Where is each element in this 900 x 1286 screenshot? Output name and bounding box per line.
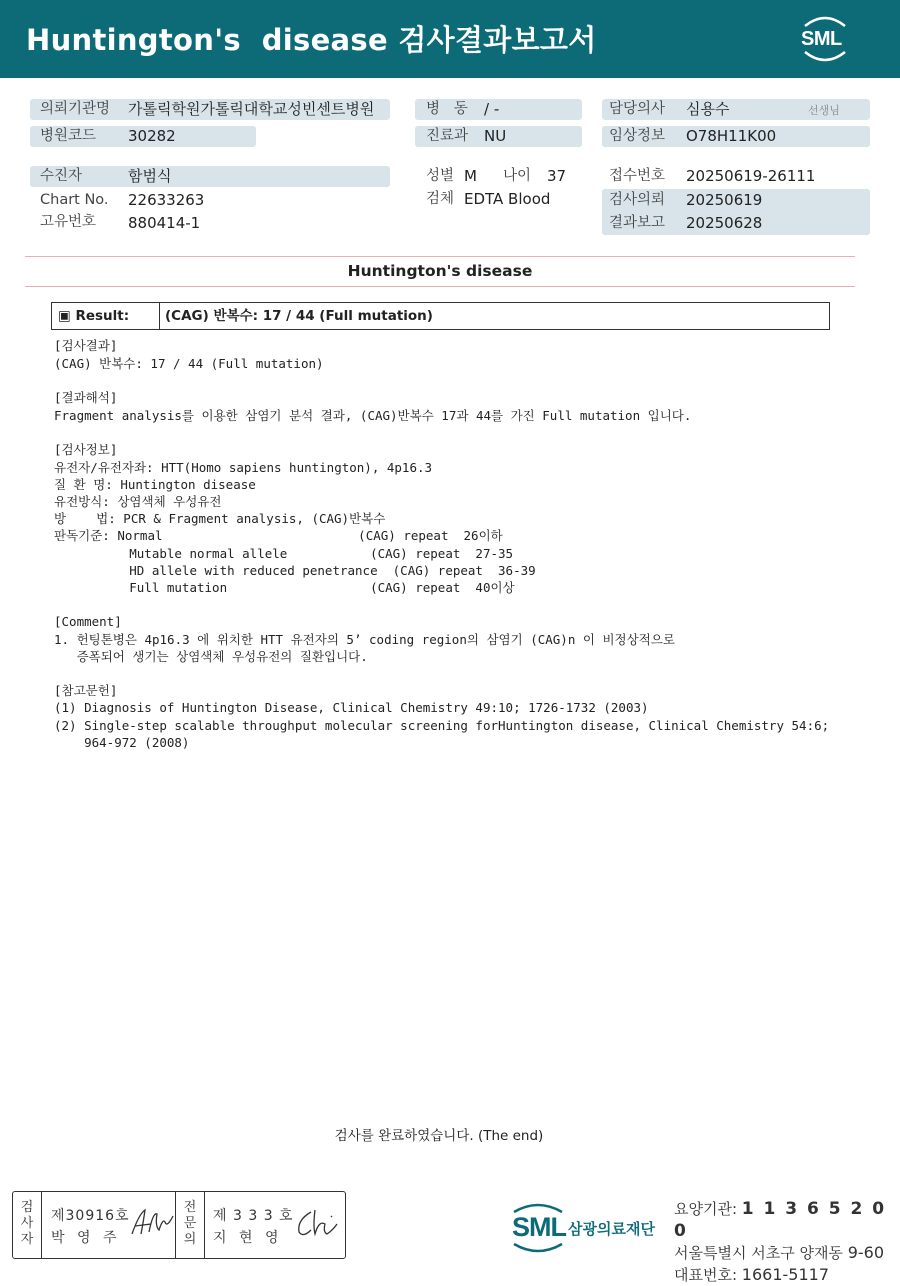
specialist-signature-icon: [293, 1206, 341, 1242]
reference-item: 964-972 (2008): [54, 735, 190, 750]
phone-value: 1661-5117: [741, 1265, 830, 1284]
examiner-label: 검 사 자: [20, 1200, 34, 1247]
test-result-heading: [검사결과]: [54, 338, 118, 353]
doctor-suffix: 선생님: [808, 104, 840, 117]
institution-label: 의뢰기관명: [40, 101, 111, 117]
specimen-value: EDTA Blood: [464, 190, 551, 208]
id-no-value: 880414-1: [128, 214, 201, 232]
specialist-license: 제 3 3 3 호: [213, 1208, 294, 1224]
sex-label: 성별: [426, 168, 455, 184]
facility-code-value: 1 1 3 6 5 2 0 0: [674, 1199, 887, 1241]
receipt-value: 20250619-26111: [686, 167, 816, 185]
address-value: 9-60: [847, 1243, 885, 1262]
chart-no-label: Chart No.: [40, 192, 109, 208]
divider-bottom: [25, 286, 855, 287]
sml-logo-text: SML: [801, 28, 842, 50]
examiner-name: 박 영 주: [51, 1230, 121, 1246]
result-label: ▣ Result:: [52, 303, 160, 329]
age-label: 나이: [503, 168, 532, 184]
disease-line: 질 환 명: Huntington disease: [54, 477, 256, 492]
criteria-row: 판독기준: Normal (CAG) repeat 26이하: [54, 528, 503, 543]
specimen-label: 검체: [426, 191, 455, 207]
signature-box: [12, 1191, 346, 1259]
report-title: Huntington's disease 검사결과보고서: [26, 23, 597, 57]
result-box: [51, 302, 830, 330]
request-value: 20250619: [686, 191, 763, 209]
chart-no-value: 22633263: [128, 191, 205, 209]
footer-logo-text: SML: [512, 1212, 566, 1242]
criteria-row: HD allele with reduced penetrance (CAG) repeat 36-39: [54, 563, 536, 578]
result-value: (CAG) 반복수: 17 / 44 (Full mutation): [165, 308, 433, 324]
doctor-label: 담당의사: [609, 101, 666, 117]
address-label: 서울특별시 서초구 양재동: [674, 1244, 848, 1262]
footer-info: [674, 1198, 900, 1286]
doctor-value: 심용수: [686, 100, 730, 118]
specialist-name: 지 현 영: [213, 1230, 283, 1246]
age-value: 37: [547, 167, 567, 185]
interpretation-line: Fragment analysis를 이용한 삼염기 분석 결과, (CAG)반복수 17과 44를 가진 Full mutation 입니다.: [54, 408, 692, 423]
reference-item: (1) Diagnosis of Huntington Disease, Clinical Chemistry 49:10; 1726-1732 (2003): [54, 700, 649, 715]
divider-top: [25, 256, 855, 257]
footer-org-name: 삼광의료재단: [568, 1220, 655, 1238]
phone-label: 대표번호:: [674, 1266, 742, 1284]
report-date-value: 20250628: [686, 214, 763, 232]
criteria-row: Full mutation (CAG) repeat 40이상: [54, 580, 515, 595]
clinical-label: 임상정보: [609, 128, 666, 144]
test-info-heading: [검사정보]: [54, 442, 118, 457]
patient-bar: [30, 166, 390, 187]
comment-line: 1. 헌팅톤병은 4p16.3 에 위치한 HTT 유전자의 5’ coding region의 삼염기 (CAG)n 이 비정상적으로: [54, 632, 675, 647]
criteria-row: Mutable normal allele (CAG) repeat 27-35: [54, 546, 514, 561]
section-title: Huntington's disease: [347, 262, 533, 280]
interpretation-heading: [결과해석]: [54, 390, 118, 405]
test-result-line: (CAG) 반복수: 17 / 44 (Full mutation): [54, 356, 324, 371]
end-text: 검사를 완료하였습니다. (The end): [334, 1128, 544, 1144]
hospital-code-value: 30282: [128, 127, 176, 145]
inheritance-line: 유전방식: 상염색체 우성유전: [54, 494, 222, 509]
receipt-label: 접수번호: [609, 168, 666, 184]
id-no-label: 고유번호: [40, 214, 97, 230]
sig-divider: [204, 1192, 205, 1258]
examiner-signature-icon: [129, 1206, 177, 1240]
dept-label: 진료과: [426, 128, 469, 144]
reference-item: (2) Single-step scalable throughput molecular screening forHuntington disease, Clinical Chemistry 54:6;: [54, 718, 830, 733]
patient-label: 수진자: [40, 168, 83, 184]
references-heading: [참고문헌]: [54, 683, 118, 698]
institution-value: 가톨릭학원가톨릭대학교성빈센트병원: [128, 100, 375, 118]
sml-logo: [797, 14, 853, 62]
report-date-label: 결과보고: [609, 215, 666, 231]
patient-value: 함범식: [128, 167, 172, 185]
report-header: [0, 0, 900, 78]
specialist-label: 전 문 의: [183, 1200, 197, 1247]
gene-line: 유전자/유전자좌: HTT(Homo sapiens huntington), 4p16.3: [54, 460, 433, 475]
ward-value: / -: [484, 100, 500, 118]
method-line: 방 법: PCR & Fragment analysis, (CAG)반복수: [54, 511, 386, 526]
dept-value: NU: [484, 127, 507, 145]
examiner-license: 제30916호: [51, 1208, 130, 1224]
ward-label: 병 동: [426, 101, 468, 117]
sex-value: M: [464, 167, 477, 185]
comment-heading: [Comment]: [54, 614, 122, 629]
footer-logo: [510, 1200, 670, 1256]
hospital-code-label: 병원코드: [40, 128, 97, 144]
facility-code-label: 요양기관:: [674, 1200, 742, 1218]
sig-divider: [41, 1192, 42, 1258]
clinical-value: O78H11K00: [686, 127, 777, 145]
request-label: 검사의뢰: [609, 192, 666, 208]
comment-line: 증폭되어 생기는 상염색체 우성유전의 질환입니다.: [54, 649, 368, 664]
